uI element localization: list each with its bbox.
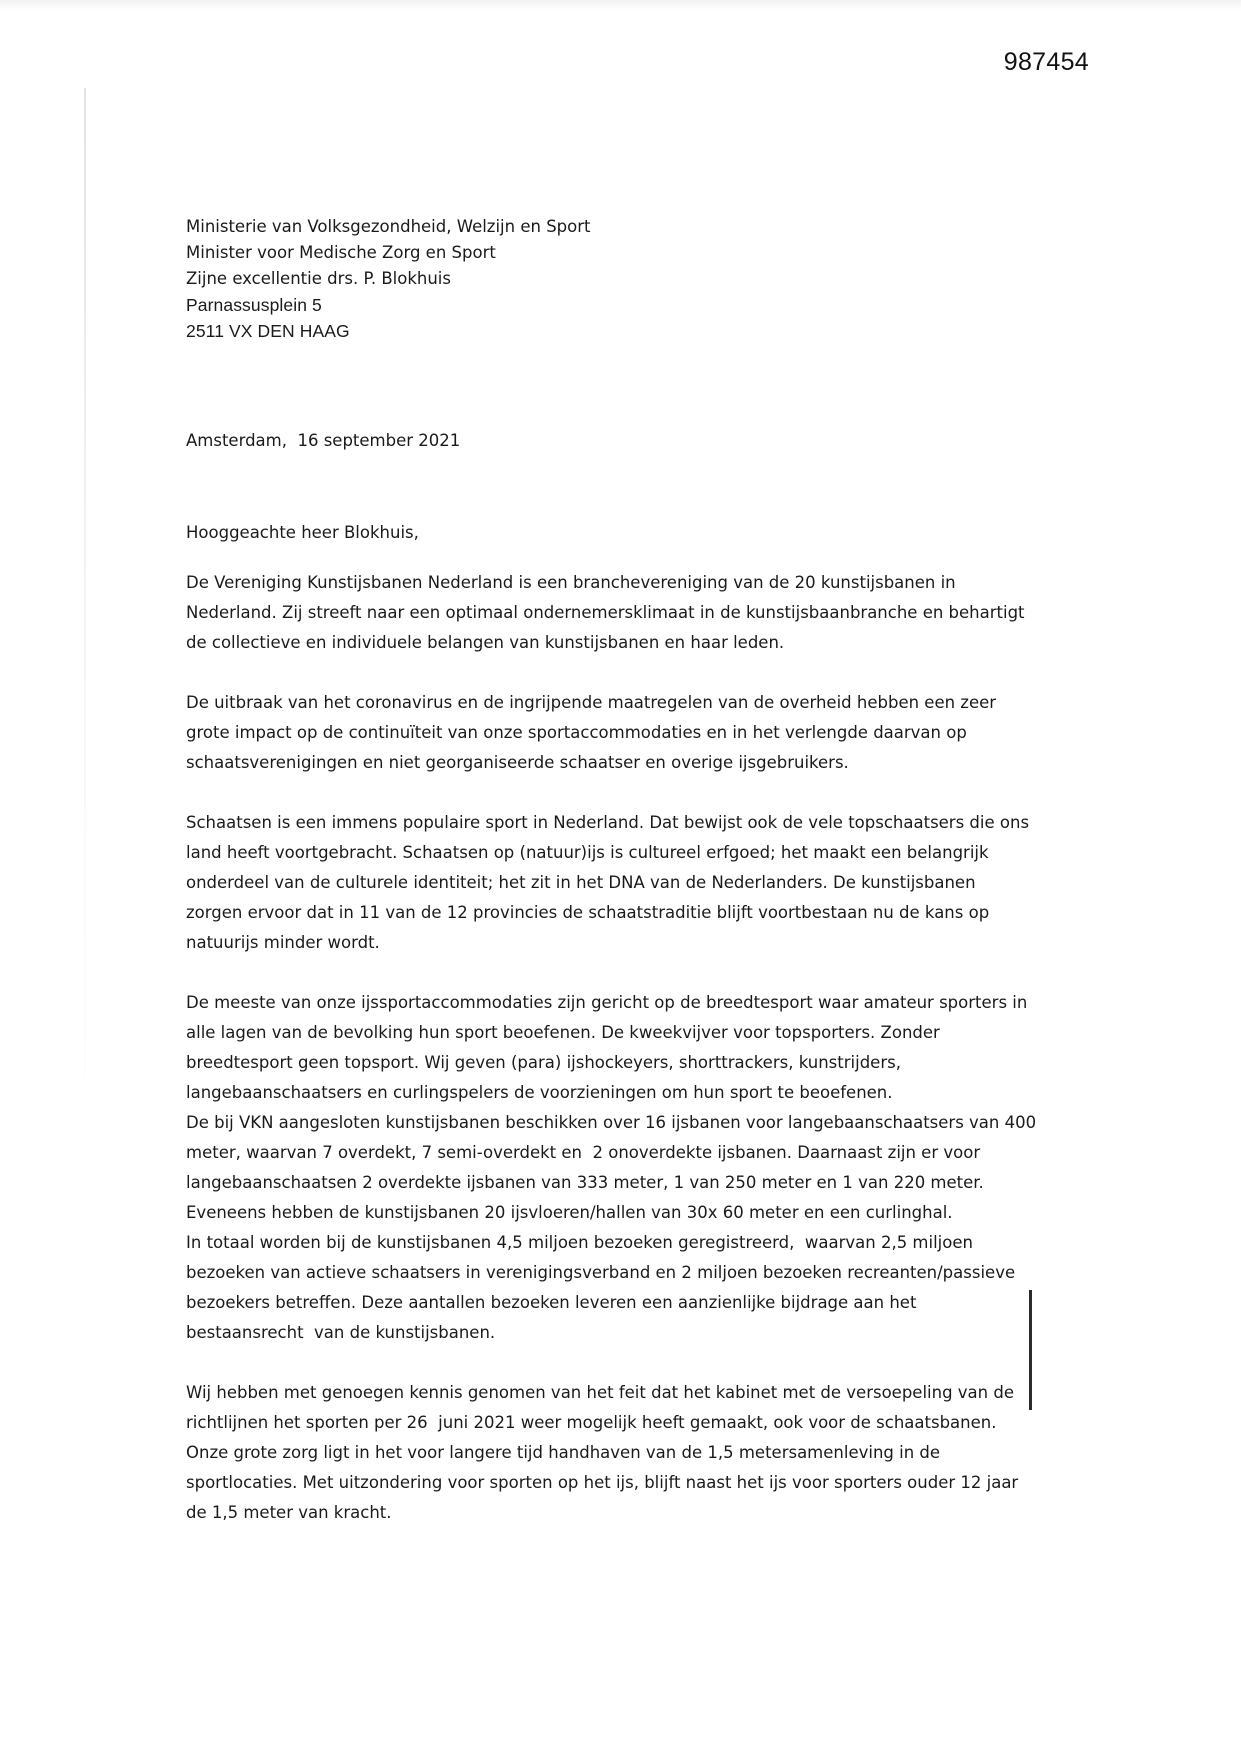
paragraph-line: De meeste van onze ijssportaccommodaties zijn gericht op de breedtesport waar amateur sporters in [186, 993, 1028, 1012]
paragraph-intro [186, 568, 1025, 658]
paragraph-accommodaties-cijfers [186, 988, 1037, 1348]
paragraph-line: Nederland. Zij streeft naar een optimaal ondernemersklimaat in de kunstijsbaanbranche en behartigt [186, 603, 1025, 622]
address-line-street: Parnassusplein 5 [186, 295, 322, 315]
paragraph-line: Onze grote zorg ligt in het voor langere tijd handhaven van de 1,5 metersamenleving in de [186, 1443, 941, 1462]
paragraph-line: bezoeken van actieve schaatsers in verenigingsverband en 2 miljoen bezoeken recreanten/passieve [186, 1263, 1016, 1282]
sheet-edge-shadow [84, 88, 86, 1188]
paragraph-line: Schaatsen is een immens populaire sport in Nederland. Dat bewijst ook de vele topschaatsers die ons [186, 813, 1030, 832]
paragraph-line: De Vereniging Kunstijsbanen Nederland is een branchevereniging van de 20 kunstijsbanen in [186, 573, 956, 592]
recipient-address-block [186, 214, 946, 344]
letter-body [186, 214, 1037, 1528]
paragraph-line: In totaal worden bij de kunstijsbanen 4,5 miljoen bezoeken geregistreerd, waarvan 2,5 miljoen [186, 1233, 973, 1252]
paragraph-line: meter, waarvan 7 overdekt, 7 semi-overdekt en 2 onoverdekte ijsbanen. Daarnaast zijn er voor [186, 1143, 981, 1162]
salutation: Hooggeachte heer Blokhuis, [186, 523, 419, 542]
paragraph-line: de 1,5 meter van kracht. [186, 1503, 392, 1522]
paragraph-line: sportlocaties. Met uitzondering voor sporten op het ijs, blijft naast het ijs voor sporters ouder 12 jaar [186, 1473, 1019, 1492]
paragraph-line: Wij hebben met genoegen kennis genomen van het feit dat het kabinet met de versoepeling van de [186, 1383, 1014, 1402]
paragraph-line: langebaanschaatsers en curlingspelers de voorzieningen om hun sport te beoefenen. [186, 1083, 893, 1102]
scan-artifact-line [1029, 1290, 1032, 1410]
address-line-city: 2511 VX DEN HAAG [186, 321, 350, 341]
paragraph-versoepeling [186, 1378, 1019, 1528]
address-line-minister: Minister voor Medische Zorg en Sport [186, 243, 496, 262]
paragraph-line: onderdeel van de culturele identiteit; het zit in het DNA van de Nederlanders. De kunstijsbanen [186, 873, 976, 892]
paragraph-line: zorgen ervoor dat in 11 van de 12 provincies de schaatstraditie blijft voortbestaan nu de kans op [186, 903, 990, 922]
scan-top-shading [0, 0, 1241, 10]
paragraph-line: De bij VKN aangesloten kunstijsbanen beschikken over 16 ijsbanen voor langebaanschaatsers van 400 [186, 1113, 1037, 1132]
paragraph-schaatsen-cultuur [186, 808, 1030, 958]
paragraph-line: bezoekers betreffen. Deze aantallen bezoeken leveren een aanzienlijke bijdrage aan het [186, 1293, 917, 1312]
paragraph-line: de collectieve en individuele belangen van kunstijsbanen en haar leden. [186, 633, 785, 652]
paragraph-line: langebaanschaatsen 2 overdekte ijsbanen van 333 meter, 1 van 250 meter en 1 van 220 meter. [186, 1173, 984, 1192]
paragraph-line: natuurijs minder wordt. [186, 933, 380, 952]
paragraph-line: De uitbraak van het coronavirus en de ingrijpende maatregelen van de overheid hebben een zeer [186, 693, 997, 712]
date-line: Amsterdam, 16 september 2021 [186, 431, 461, 450]
paragraph-line: schaatsverenigingen en niet georganiseerde schaatser en overige ijsgebruikers. [186, 753, 849, 772]
paragraph-line: breedtesport geen topsport. Wij geven (para) ijshockeyers, shorttrackers, kunstrijders, [186, 1053, 901, 1072]
paragraph-line: bestaansrecht van de kunstijsbanen. [186, 1323, 496, 1342]
paragraph-line: Eveneens hebben de kunstijsbanen 20 ijsvloeren/hallen van 30x 60 meter en een curlinghal. [186, 1203, 953, 1222]
paragraph-line: alle lagen van de bevolking hun sport beoefenen. De kweekvijver voor topsporters. Zonder [186, 1023, 940, 1042]
paragraph-corona-impact [186, 688, 997, 778]
paragraph-line: land heeft voortgebracht. Schaatsen op (natuur)ijs is cultureel erfgoed; het maakt een belangrijk [186, 843, 989, 862]
document-number: 987454 [1003, 48, 1089, 76]
paragraph-line: grote impact op de continuïteit van onze sportaccommodaties en in het verlengde daarvan op [186, 723, 967, 742]
address-line-ministry: Ministerie van Volksgezondheid, Welzijn en Sport [186, 217, 591, 236]
paragraph-line: richtlijnen het sporten per 26 juni 2021 weer mogelijk heeft gemaakt, ook voor de schaatsbanen. [186, 1413, 997, 1432]
address-line-excellency: Zijne excellentie drs. P. Blokhuis [186, 269, 451, 288]
